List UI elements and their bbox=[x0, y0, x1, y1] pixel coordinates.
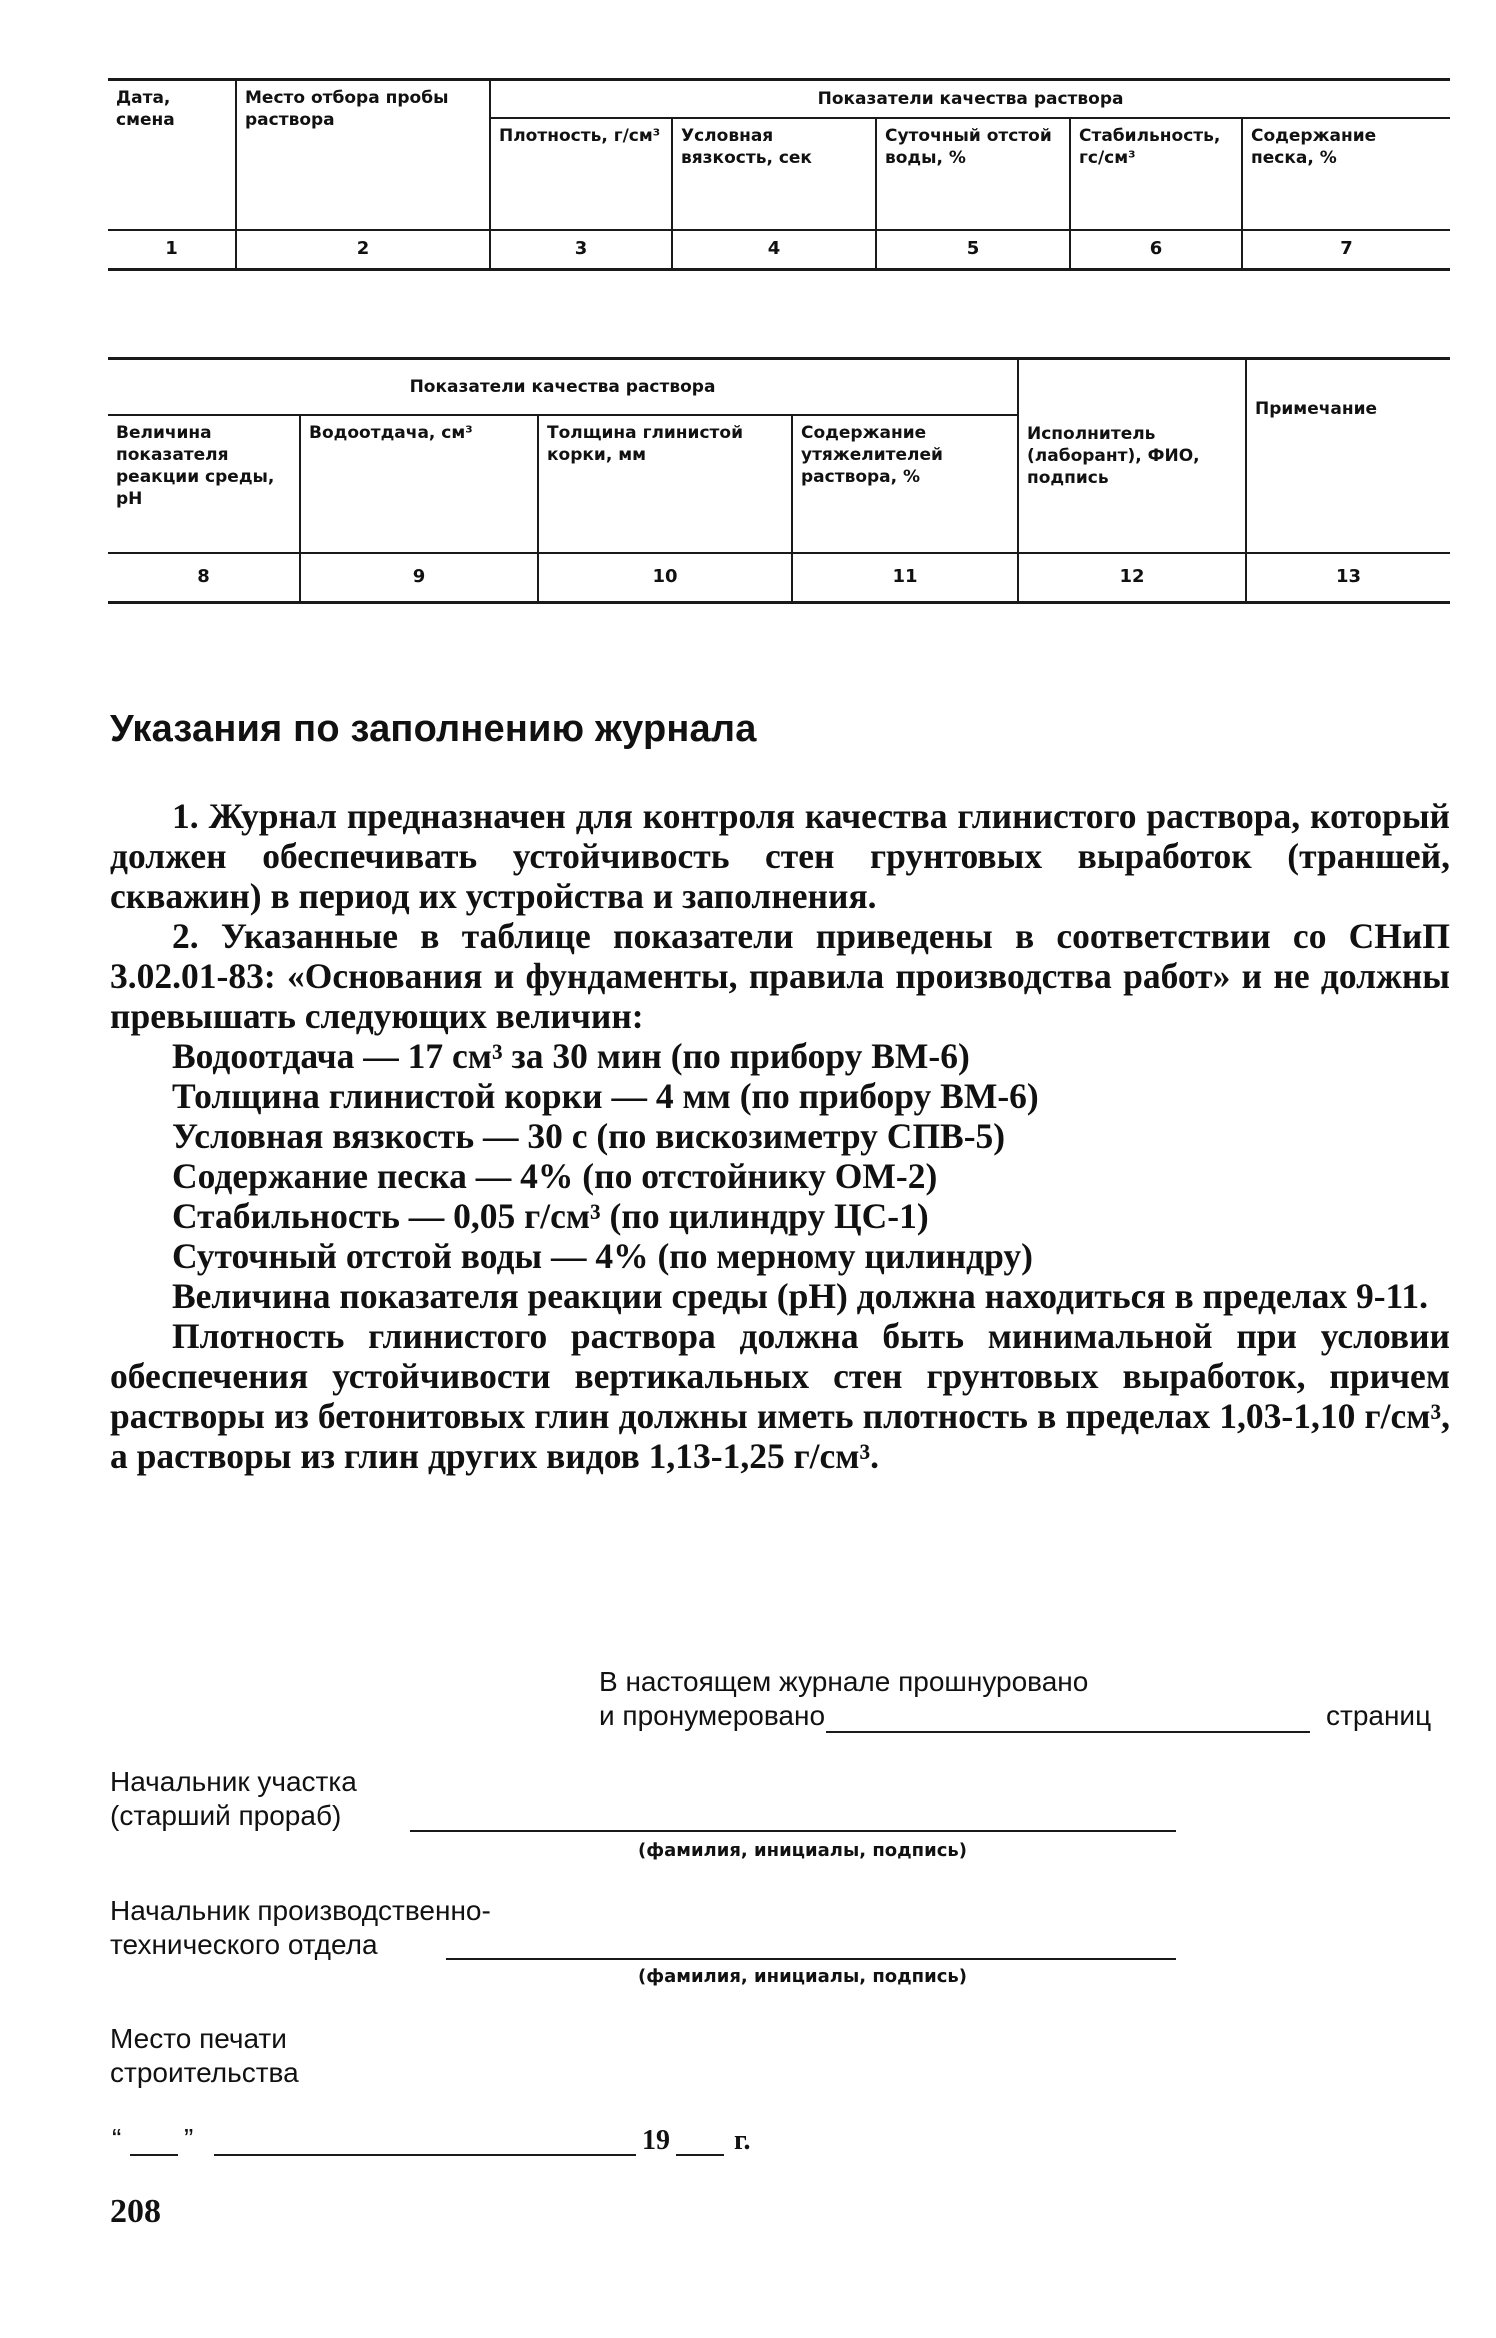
header-weighting-content: Содержание утяжелителей раствора, % bbox=[792, 415, 1018, 553]
column-number: 12 bbox=[1018, 553, 1246, 603]
paragraph-standards: 2. Указанные в таблице показатели приведены в соответствии со СНиП 3.02.01-83: «Основания и фундаменты, правила производства работ» и не должны превышать следующих величин: bbox=[110, 916, 1450, 1036]
column-number: 8 bbox=[108, 553, 300, 603]
instructions-heading: Указания по заполнению журнала bbox=[110, 708, 757, 750]
limit-item: Стабильность — 0,05 г/см³ (по цилиндру ЦС-1) bbox=[172, 1196, 929, 1236]
column-number: 9 bbox=[300, 553, 538, 603]
header-density: Плотность, г/см³ bbox=[490, 118, 672, 230]
ptd-label-line2: технического отдела bbox=[110, 1929, 378, 1960]
column-number: 6 bbox=[1070, 230, 1242, 270]
header-water-settling: Суточный отстой воды, % bbox=[876, 118, 1070, 230]
date-day-field[interactable] bbox=[130, 2154, 178, 2156]
quality-log-table-part2 bbox=[108, 357, 1450, 604]
limit-item: Суточный отстой воды — 4% (по мерному цилиндру) bbox=[172, 1236, 1033, 1276]
column-number: 10 bbox=[538, 553, 792, 603]
page-count-field[interactable] bbox=[826, 1731, 1310, 1733]
seal-label-line1: Место печати bbox=[110, 2023, 287, 2054]
column-number: 5 bbox=[876, 230, 1070, 270]
limit-item: Условная вязкость — 30 с (по вискозиметру СПВ-5) bbox=[172, 1116, 1006, 1156]
header-executor: Исполнитель (лаборант), ФИО, подпись bbox=[1018, 359, 1246, 553]
instructions-body bbox=[110, 796, 1450, 1476]
date-close-quote: ” bbox=[184, 2123, 194, 2154]
seal-label-line2: строительства bbox=[110, 2057, 299, 2088]
header-ph: Величина показателя реакции среды, pH bbox=[108, 415, 300, 553]
column-number: 7 bbox=[1242, 230, 1450, 270]
pages-word: страниц bbox=[1326, 1700, 1432, 1731]
page-number: 208 bbox=[110, 2193, 161, 2230]
chief-label-line1: Начальник участка bbox=[110, 1766, 357, 1797]
header-water-loss: Водоотдача, см³ bbox=[300, 415, 538, 553]
column-number: 3 bbox=[490, 230, 672, 270]
column-number: 13 bbox=[1246, 553, 1450, 603]
laced-statement-line2: и пронумеровано bbox=[599, 1700, 826, 1731]
quality-log-table-part1 bbox=[108, 78, 1450, 271]
header-viscosity: Условная вязкость, сек bbox=[672, 118, 876, 230]
header-quality-group: Показатели качества раствора bbox=[490, 80, 1450, 118]
date-month-field[interactable] bbox=[214, 2154, 636, 2156]
column-number: 4 bbox=[672, 230, 876, 270]
limit-item: Толщина глинистой корки — 4 мм (по прибору ВМ-6) bbox=[172, 1076, 1039, 1116]
header-date-shift: Дата, смена bbox=[108, 80, 236, 230]
date-year-field[interactable] bbox=[676, 2154, 724, 2156]
limit-item: Содержание песка — 4% (по отстойнику ОМ-2) bbox=[172, 1156, 938, 1196]
laced-statement-line1: В настоящем журнале прошнуровано bbox=[599, 1666, 1089, 1697]
signature-hint: (фамилия, инициалы, подпись) bbox=[638, 1966, 968, 1987]
header-note: Примечание bbox=[1246, 359, 1450, 553]
paragraph-ph: Величина показателя реакции среды (pH) должна находиться в пределах 9-11. bbox=[172, 1276, 1428, 1316]
signature-hint: (фамилия, инициалы, подпись) bbox=[638, 1840, 968, 1861]
header-stability: Стабильность, гс/см³ bbox=[1070, 118, 1242, 230]
chief-signature-field[interactable] bbox=[410, 1830, 1176, 1832]
ptd-signature-field[interactable] bbox=[446, 1958, 1176, 1960]
header-sand-content: Содержание песка, % bbox=[1242, 118, 1450, 230]
paragraph-density: Плотность глинистого раствора должна быть минимальной при условии обеспечения устойчивости вертикальных стен грунтовых выработок, причем растворы из бетонитовых глин должны иметь плотность в пределах 1,03-1,10 г/см³, а растворы из глин других видов 1,13-1,25 г/см³. bbox=[110, 1316, 1450, 1476]
column-number: 2 bbox=[236, 230, 490, 270]
chief-label-line2: (старший прораб) bbox=[110, 1800, 342, 1831]
date-year-suffix: г. bbox=[734, 2125, 751, 2156]
header-sampling-place: Место отбора пробы раствора bbox=[236, 80, 490, 230]
paragraph-purpose: 1. Журнал предназначен для контроля качества глинистого раствора, который должен обеспечивать устойчивость стен грунтовых выработок (траншей, скважин) в период их устройства и заполнения. bbox=[110, 796, 1450, 916]
header-quality-group: Показатели качества раствора bbox=[108, 359, 1018, 415]
column-number: 1 bbox=[108, 230, 236, 270]
date-year-prefix: 19 bbox=[642, 2125, 670, 2156]
header-cake-thickness: Толщина глинистой корки, мм bbox=[538, 415, 792, 553]
column-number: 11 bbox=[792, 553, 1018, 603]
limit-item: Водоотдача — 17 см³ за 30 мин (по прибору ВМ-6) bbox=[172, 1036, 970, 1076]
date-open-quote: “ bbox=[112, 2123, 122, 2154]
ptd-label-line1: Начальник производственно- bbox=[110, 1895, 491, 1926]
